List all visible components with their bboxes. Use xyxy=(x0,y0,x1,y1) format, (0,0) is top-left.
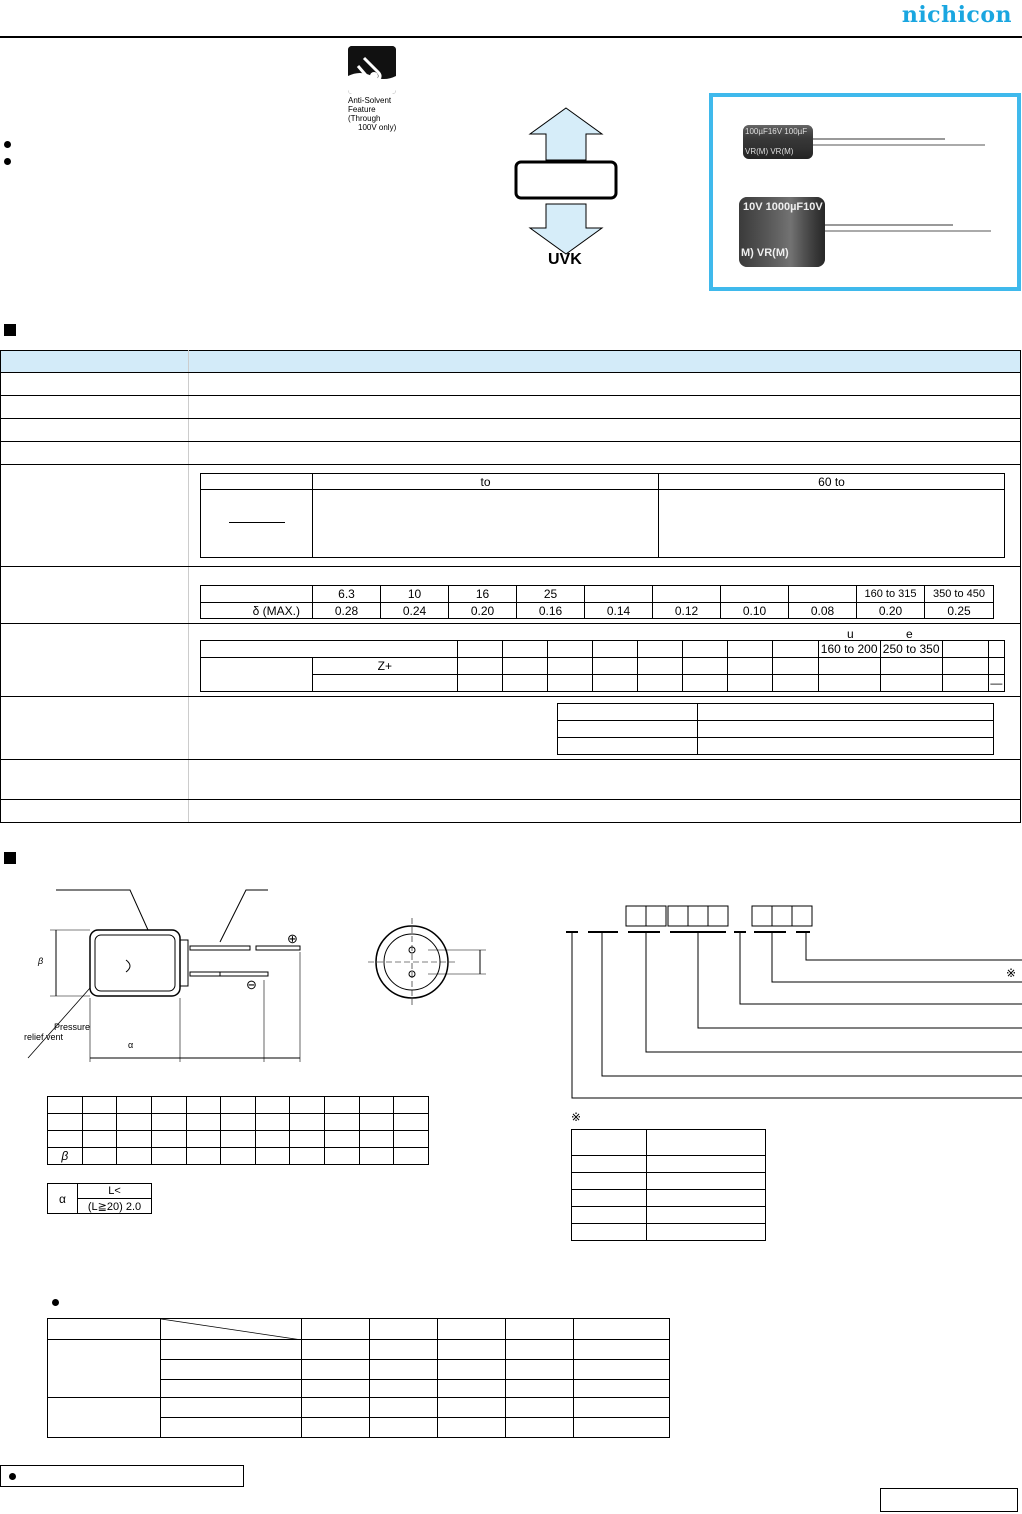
cap-large-print-2: M) VR(M) xyxy=(741,247,789,259)
brand-logo: nichicon xyxy=(901,2,1012,28)
impedance-note-2: e xyxy=(906,627,913,641)
tan-delta-value: 0.20 xyxy=(857,603,925,619)
spec-row xyxy=(1,396,1021,419)
badge-caption-4: 100V only) xyxy=(358,123,397,132)
voltage-cell: 10 xyxy=(381,586,449,603)
impedance-table xyxy=(200,640,1005,692)
series-lower-label: UVK xyxy=(548,251,582,268)
footer-page-box xyxy=(880,1488,1018,1512)
dimension-drawing xyxy=(20,880,320,1070)
footer-note-box xyxy=(0,1465,244,1487)
part-numbering-diagram xyxy=(560,900,1022,1100)
tan-delta-value: 0.25 xyxy=(925,603,994,619)
dimension-table xyxy=(47,1096,429,1165)
dim-beta-label: β xyxy=(38,956,44,966)
alpha-table xyxy=(47,1183,152,1214)
ripple-table xyxy=(47,1318,670,1438)
voltage-cell xyxy=(653,586,721,603)
plus-terminal-icon: ⊕ xyxy=(287,931,298,946)
voltage-cell: 16 xyxy=(449,586,517,603)
section-marker-dimensions xyxy=(4,852,16,864)
tan-delta-value: 0.24 xyxy=(381,603,449,619)
part-note-mark: ※ xyxy=(1006,966,1017,980)
spec-row xyxy=(1,419,1021,442)
cap-large-print-1: 10V 1000µF10V xyxy=(743,201,823,213)
spec-row xyxy=(1,760,1021,800)
voltage-cell xyxy=(585,586,653,603)
voltage-cell: 350 to 450 xyxy=(925,586,994,603)
series-arrow-diagram xyxy=(510,104,630,274)
part-note-table xyxy=(571,1129,766,1241)
endurance-table xyxy=(200,473,1005,558)
voltage-cell: 160 to 315 xyxy=(857,586,925,603)
section-marker-specifications xyxy=(4,324,16,336)
badge-caption-2: Feature xyxy=(348,105,376,114)
endurance-col-2: 60 to xyxy=(659,474,1005,490)
header-rule xyxy=(0,36,1022,38)
impedance-z-label: Z+ xyxy=(313,658,458,675)
feature-bullet xyxy=(4,158,11,165)
end-view-drawing xyxy=(368,918,496,1008)
voltage-cell: 6.3 xyxy=(313,586,381,603)
tan-delta-value: 0.08 xyxy=(789,603,857,619)
impedance-range-1: 160 to 200 xyxy=(818,641,880,658)
tan-delta-value: 0.10 xyxy=(721,603,789,619)
minus-terminal-icon: ⊖ xyxy=(246,977,257,992)
tan-delta-value: 0.14 xyxy=(585,603,653,619)
impedance-dash: — xyxy=(988,675,1004,692)
anti-solvent-icon xyxy=(348,46,396,94)
alpha-row-1: L< xyxy=(78,1184,152,1199)
product-photo-frame xyxy=(709,93,1021,291)
anti-solvent-badge xyxy=(348,46,396,94)
footer-bullet xyxy=(9,1473,16,1480)
spec-row xyxy=(1,800,1021,823)
badge-caption-3: (Through xyxy=(348,114,381,123)
voltage-cell xyxy=(789,586,857,603)
tan-delta-value: 0.12 xyxy=(653,603,721,619)
voltage-cell: 25 xyxy=(517,586,585,603)
badge-caption-1: Anti-Solvent xyxy=(348,96,392,105)
voltage-cell xyxy=(721,586,789,603)
spec-row xyxy=(1,442,1021,465)
spec-header-row xyxy=(1,351,1021,373)
alpha-row-2: (L≧20) 2.0 xyxy=(78,1199,152,1214)
impedance-note-1: u xyxy=(847,627,854,641)
cap-small-print-2: VR(M) VR(M) xyxy=(745,147,794,156)
shelf-life-table xyxy=(557,703,994,755)
cap-small-print-1: 100µF16V 100µF xyxy=(745,127,808,136)
diagonal-header-line xyxy=(161,1319,302,1340)
tan-delta-table xyxy=(200,585,994,619)
endurance-col-1: to xyxy=(313,474,659,490)
part-note-mark-2: ※ xyxy=(571,1110,582,1124)
spec-row xyxy=(1,373,1021,396)
section-bullet xyxy=(52,1299,59,1306)
dim-alpha-label: α xyxy=(128,1040,134,1050)
impedance-range-2: 250 to 350 xyxy=(880,641,942,658)
pressure-vent-label-1: Pressure xyxy=(54,1022,91,1032)
feature-bullet xyxy=(4,141,11,148)
tan-delta-row-label: δ (MAX.) xyxy=(201,603,313,619)
tan-delta-value: 0.16 xyxy=(517,603,585,619)
tan-delta-value: 0.28 xyxy=(313,603,381,619)
alpha-symbol: α xyxy=(48,1184,78,1214)
pressure-vent-label-2: relief vent xyxy=(24,1032,64,1042)
dim-table-beta: β xyxy=(48,1148,83,1165)
tan-delta-value: 0.20 xyxy=(449,603,517,619)
